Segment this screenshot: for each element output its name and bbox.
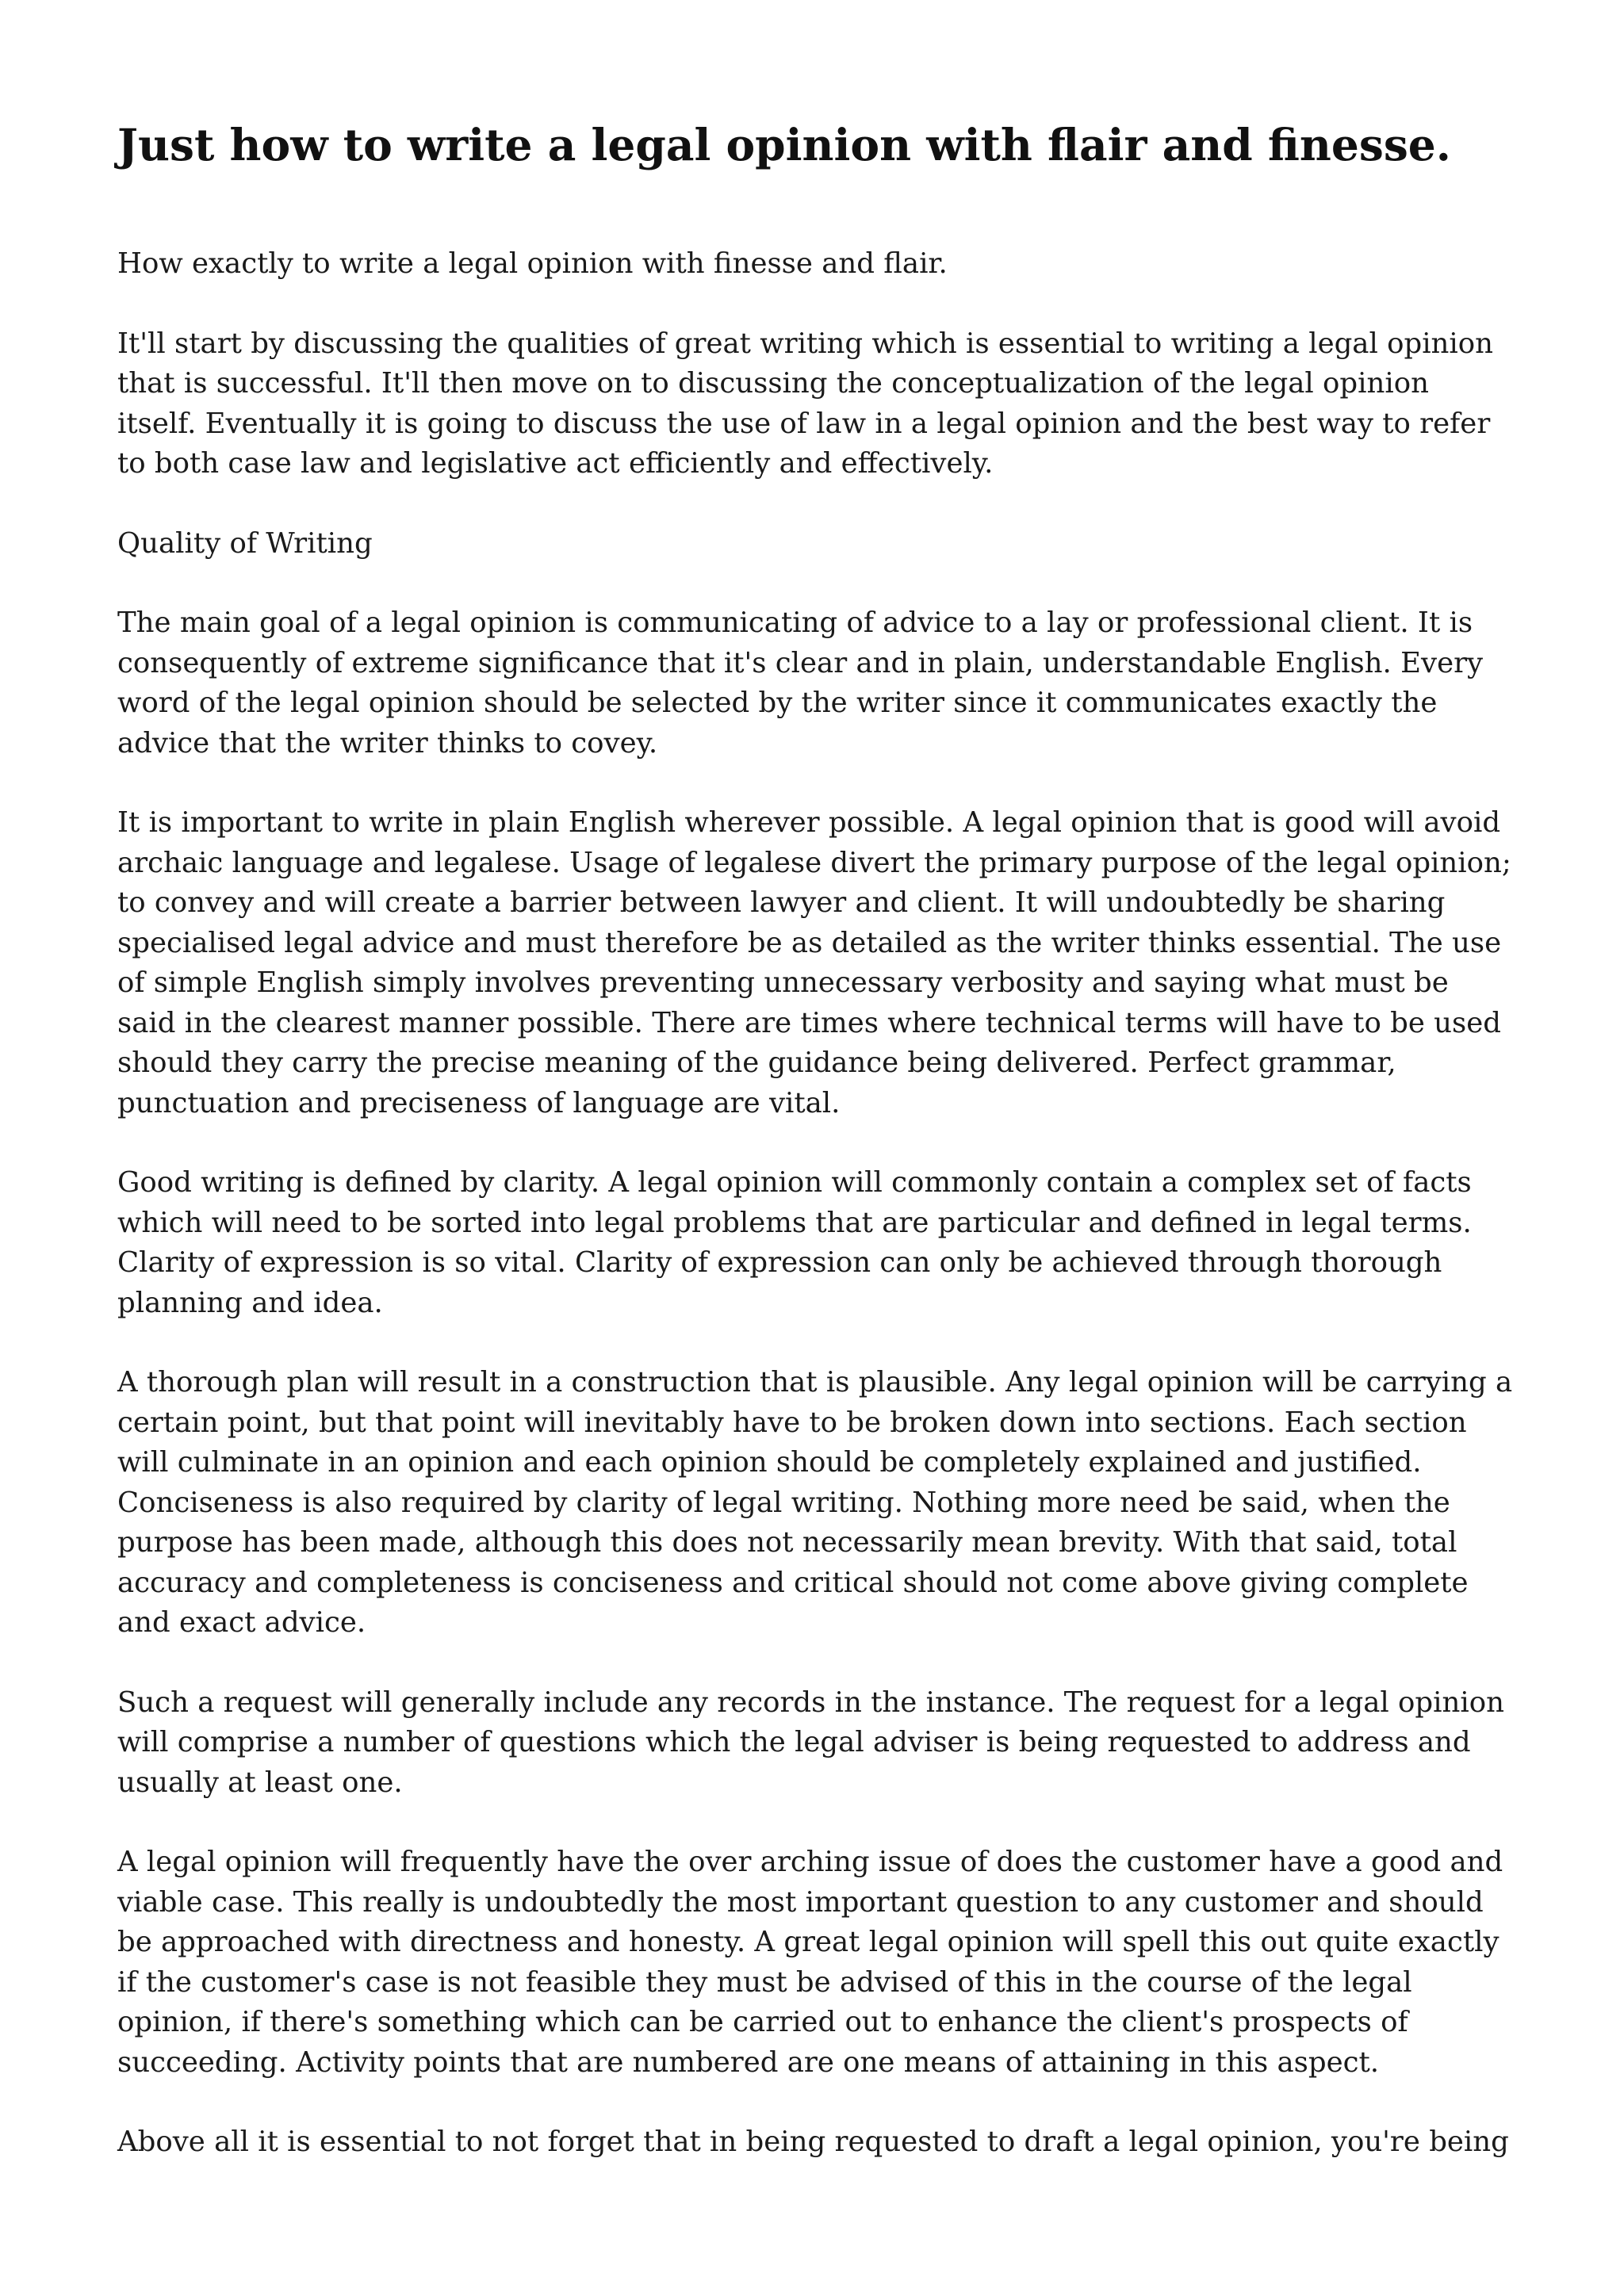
body-paragraph: Such a request will generally include any records in the instance. The request for a legal opinion will comprise a number of questions which the legal adviser is being requested to address and usually at least one. (117, 1686, 1504, 1799)
body-paragraph: It is important to write in plain English wherever possible. A legal opinion that is good will avoid archaic language and legalese. Usage of legalese divert the primary purpose of the legal opinion; to convey and will create a barrier between lawyer and client. It will undoubtedly be sharing specialised legal advice and must therefore be as detailed as the writer thinks essential. The use of simple English simply involves preventing unnecessary verbosity and saying what must be said in the clearest manner possible. There are times where technical terms will have to be used should they carry the precise meaning of the guidance being delivered. Perfect grammar, punctuation and preciseness of language are vital. (117, 806, 1511, 1119)
document-page (117, 119, 1515, 2202)
body-paragraph: A legal opinion will frequently have the over arching issue of does the customer have a good and viable case. This really is undoubtedly the most important question to any customer and should be approached with directness and honesty. A great legal opinion will spell this out quite exactly if the customer's case is not feasible they must be advised of this in the course of the legal opinion, if there's something which can be carried out to enhance the client's prospects of succeeding. Activity points that are numbered are one means of attaining in this aspect. (117, 1846, 1503, 2079)
body-paragraph: Good writing is defined by clarity. A legal opinion will commonly contain a complex set of facts which will need to be sorted into legal problems that are particular and defined in legal terms. Clarity of expression is so vital. Clarity of expression can only be achieved through thorough planning and idea. (117, 1166, 1472, 1319)
overview-paragraph: It'll start by discussing the qualities of great writing which is essential to writing a legal opinion that is successful. It'll then move on to discussing the conceptualization of the legal opinion itself. Eventually it is going to discuss the use of law in a legal opinion and the best way to refer to both case law and legislative act efficiently and effectively. (117, 327, 1494, 480)
intro-paragraph: How exactly to write a legal opinion with finesse and flair. (117, 247, 948, 280)
body-paragraph: The main goal of a legal opinion is communicating of advice to a lay or professional client. It is consequently of extreme significance that it's clear and in plain, understandable English. Every word of the legal opinion should be selected by the writer since it communicates exactly the advice that the writer thinks to covey. (117, 607, 1484, 760)
truncated-paragraph: Above all it is essential to not forget that in being requested to draft a legal opinion, you're being (117, 2126, 1509, 2158)
section-heading-quality-of-writing: Quality of Writing (117, 526, 373, 560)
body-paragraph: A thorough plan will result in a construction that is plausible. Any legal opinion will be carrying a certain point, but that point will inevitably have to be broken down into sections. Each section will culminate in an opinion and each opinion should be completely explained and justified. Conciseness is also required by clarity of legal writing. Nothing more need be said, when the purpose has been made, although this does not necessarily mean brevity. With that said, total accuracy and completeness is conciseness and critical should not come above giving complete and exact advice. (117, 1366, 1513, 1639)
document-title: Just how to write a legal opinion with flair and finesse. (117, 119, 1451, 170)
